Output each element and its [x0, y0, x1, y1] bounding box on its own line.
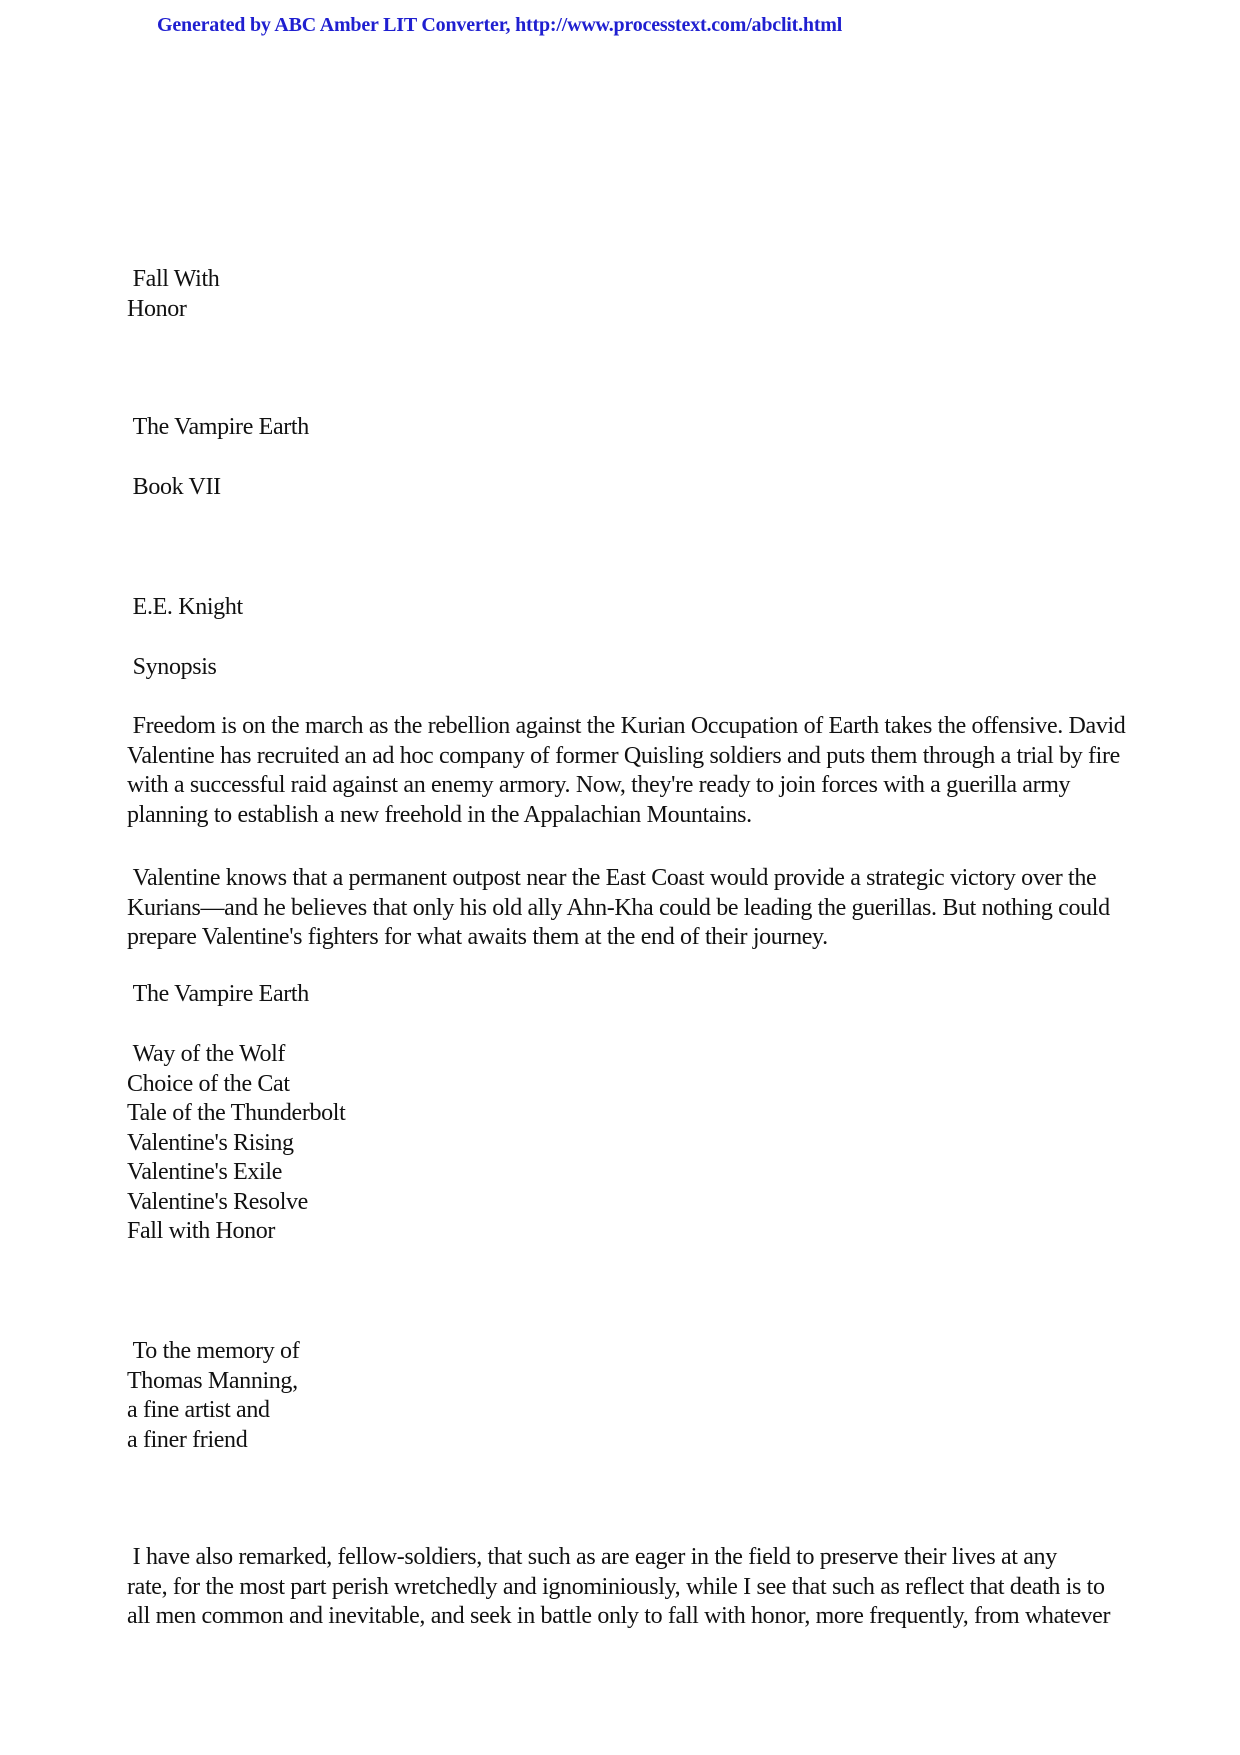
epigraph-line: rate, for the most part perish wretchedly and ignominiously, while I see that such as reflect that death is to	[127, 1573, 1105, 1600]
epigraph	[127, 1543, 1127, 1632]
dedication-line: To the memory of	[132, 1338, 300, 1364]
dedication-line: Thomas Manning,	[127, 1367, 298, 1394]
series-title: Way of the Wolf	[132, 1041, 286, 1067]
epigraph-line: all men common and inevitable, and seek in battle only to fall with honor, more frequently, from whatever	[127, 1603, 1111, 1629]
series-title: Valentine's Rising	[127, 1129, 294, 1156]
author	[127, 593, 1127, 623]
series-heading	[127, 413, 1127, 443]
book-title	[127, 265, 1127, 324]
author-name: E.E. Knight	[132, 594, 243, 620]
book-title-line-2: Honor	[127, 295, 187, 322]
synopsis-paragraph-2	[127, 864, 1127, 953]
book-number	[127, 473, 1127, 503]
series-list-heading	[127, 980, 1127, 1010]
series-title: Choice of the Cat	[127, 1070, 290, 1097]
series-title: Valentine's Exile	[127, 1159, 282, 1185]
synopsis-heading-text: Synopsis	[132, 654, 217, 680]
synopsis-paragraph-1	[127, 712, 1127, 830]
book-number-text: Book VII	[132, 474, 221, 500]
synopsis-heading	[127, 653, 1127, 683]
dedication-line: a finer friend	[127, 1426, 248, 1453]
epigraph-line: I have also remarked, fellow-soldiers, that such as are eager in the field to preserve their lives at any	[132, 1544, 1057, 1570]
series-title: Fall with Honor	[127, 1218, 276, 1244]
synopsis-paragraph-2-text: Valentine knows that a permanent outpost near the East Coast would provide a strategic victory over the Kurians—and he believes that only his old ally Ahn-Kha could be leading the guerillas. But nothing could prepare Valentine's fighters for what awaits them at the end of their journey.	[127, 865, 1110, 950]
book-title-line-1: Fall With	[132, 266, 220, 292]
series-list-heading-text: The Vampire Earth	[132, 981, 309, 1007]
dedication	[127, 1337, 1127, 1455]
series-heading-text: The Vampire Earth	[132, 414, 309, 440]
synopsis-paragraph-1-text: Freedom is on the march as the rebellion against the Kurian Occupation of Earth takes the offensive. David Valentine has recruited an ad hoc company of former Quisling soldiers and puts them through a trial by fire with a successful raid against an enemy armory. Now, they're ready to join forces with a guerilla army planning to establish a new freehold in the Appalachian Mountains.	[127, 713, 1126, 828]
dedication-line: a fine artist and	[127, 1397, 270, 1423]
series-list	[127, 1040, 1127, 1247]
converter-banner: Generated by ABC Amber LIT Converter, http://www.processtext.com/abclit.html	[157, 14, 843, 36]
series-title: Tale of the Thunderbolt	[127, 1100, 346, 1126]
series-title: Valentine's Resolve	[127, 1188, 308, 1215]
